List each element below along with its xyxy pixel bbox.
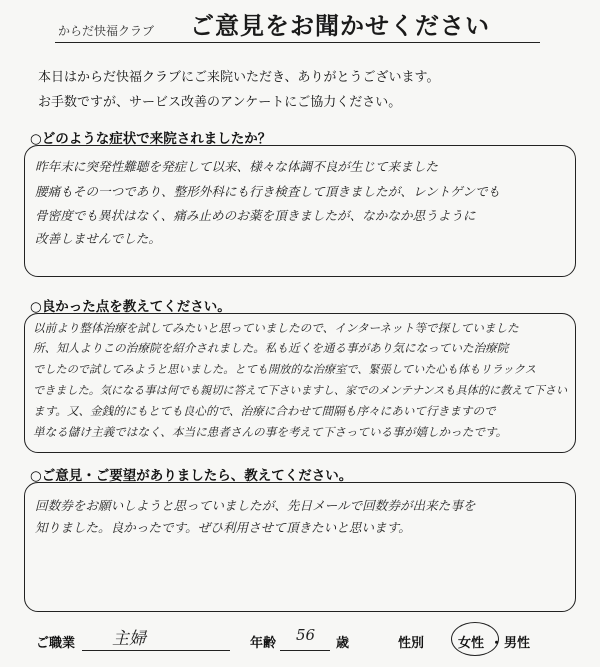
age-underline bbox=[280, 650, 330, 651]
question-symptoms: ○どのような症状で来院されましたか？ bbox=[30, 131, 272, 147]
question-requests: ○ご意見・ご要望がありましたら、教えてください。 bbox=[30, 468, 353, 484]
gender-female: 女性 bbox=[458, 636, 485, 651]
answer-box-requests bbox=[24, 482, 576, 612]
answer-line: 腰痛もその一つであり、整形外科にも行き検査して頂きましたが、レントゲンでも bbox=[35, 184, 501, 199]
occupation-value: 主婦 bbox=[112, 629, 146, 649]
answer-line: できました。気になる事は何でも親切に答えて下さいますし、家でのメンテナンスも具体的に教えて下さい bbox=[33, 384, 567, 397]
question-good-points: ○良かった点を教えてください。 bbox=[30, 299, 231, 315]
gender-label: 性別 bbox=[398, 636, 425, 651]
answer-line: 以前より整体治療を試してみたいと思っていましたので、インターネット等で探していました bbox=[33, 321, 519, 335]
intro-line-1: 本日はからだ快福クラブにご来院いただき、ありがとうございます。 bbox=[38, 70, 440, 85]
answer-line: 知りました。良かったです。ぜひ利用させて頂きたいと思います。 bbox=[35, 520, 411, 535]
occupation-label: ご職業 bbox=[36, 636, 76, 651]
title-underline bbox=[55, 42, 540, 43]
answer-line: 改善しませんでした。 bbox=[35, 231, 161, 246]
answer-line: 所、知人よりこの治療院を紹介されました。私も近くを通る事があり気になっていた治療院 bbox=[33, 341, 509, 355]
answer-line: でしたので試してみようと思いました。とても開放的な治療室で、緊張していた心も体もリラックス bbox=[33, 363, 536, 376]
gender-male: 男性 bbox=[504, 636, 531, 651]
intro-line-2: お手数ですが、サービス改善のアンケートにご協力ください。 bbox=[38, 95, 402, 110]
answer-box-symptoms bbox=[24, 145, 576, 277]
page-title: ご意見をお聞かせください bbox=[190, 12, 490, 40]
answer-line: 昨年末に突発性難聴を発症して以来、様々な体調不良が生じて来ました bbox=[35, 159, 438, 174]
age-value: 56 bbox=[296, 626, 316, 644]
answer-line: 骨密度でも異状はなく、痛み止めのお薬を頂きましたが、なかなか思うように bbox=[35, 208, 476, 223]
clinic-name: からだ快福クラブ bbox=[58, 24, 155, 38]
answer-line: ます。又、金銭的にもとても良心的で、治療に合わせて間隔も序々にあいて行きますので bbox=[33, 404, 496, 418]
age-unit: 歳 bbox=[336, 636, 350, 651]
answer-box-good-points bbox=[24, 313, 576, 453]
occupation-underline bbox=[82, 650, 230, 651]
gender-separator: ・ bbox=[490, 636, 504, 651]
answer-line: 単なる儲け主義ではなく、本当に患者さんの事を考えて下さっている事が嬉しかったです。 bbox=[33, 425, 508, 439]
answer-line: 回数券をお願いしようと思っていましたが、先日メールで回数券が出来た事を bbox=[35, 498, 476, 513]
age-label: 年齢 bbox=[250, 636, 277, 651]
